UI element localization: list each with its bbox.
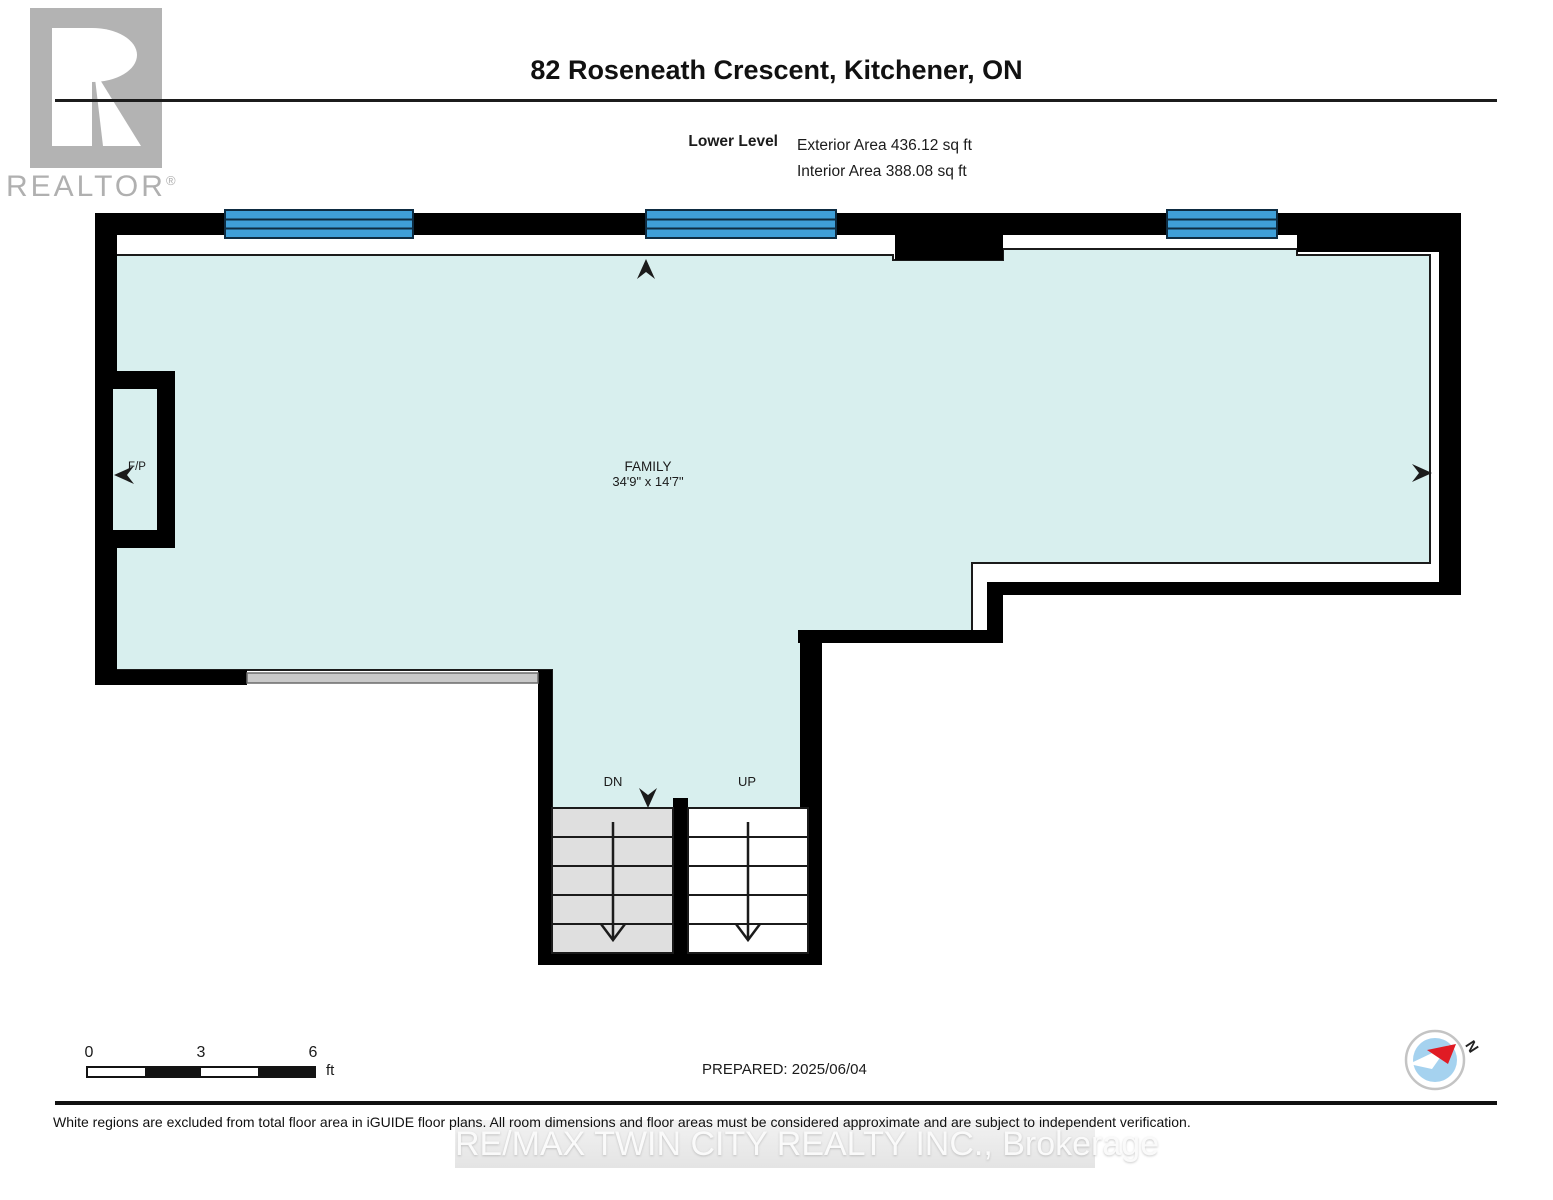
realtor-wordmark	[6, 170, 176, 204]
exterior-area: Exterior Area 436.12 sq ft	[797, 137, 972, 154]
scale-segment	[258, 1068, 315, 1076]
realtor-logo-icon	[30, 8, 162, 168]
room-dimensions: 34'9" x 14'7"	[612, 474, 684, 489]
level-label: Lower Level	[688, 133, 778, 150]
fireplace-label: F/P	[128, 461, 146, 473]
room-label: FAMILY	[624, 459, 672, 474]
scale-unit: ft	[326, 1062, 335, 1079]
stairs-down-label: DN	[603, 774, 623, 789]
wall-right	[1439, 213, 1461, 594]
wall-top-notch	[895, 233, 1003, 260]
wall-stair-divider	[673, 798, 688, 955]
wall-hall-left	[538, 670, 552, 965]
brokerage-watermark: RE/MAX TWIN CITY REALTY INC., Brokerage	[455, 1120, 1095, 1168]
scale-segment	[145, 1068, 202, 1076]
registered-mark: ®	[165, 173, 176, 188]
window-lower	[247, 673, 538, 683]
area-summary	[797, 133, 972, 185]
header-divider	[55, 99, 1497, 102]
page-title: 82 Roseneath Crescent, Kitchener, ON	[530, 55, 1023, 85]
disclaimer-text: White regions are excluded from total floor area in iGUIDE floor plans. All room dimensions and floor areas must be considered approximate and are subject to independent verification.	[53, 1114, 1191, 1130]
compass-north-label: N	[1461, 1037, 1482, 1056]
window-2	[646, 210, 836, 238]
interior-area: Interior Area 388.08 sq ft	[797, 163, 967, 180]
stairs-up-label: UP	[737, 774, 757, 789]
prepared-date: PREPARED: 2025/06/04	[702, 1061, 867, 1078]
realtor-brand: REALTOR	[6, 170, 166, 203]
scale-bar	[86, 1066, 316, 1078]
scale-tick-0: 0	[84, 1044, 94, 1061]
wall-hall-right-lower	[808, 808, 822, 965]
window-1	[225, 210, 413, 238]
wall-bottom-left	[95, 670, 247, 685]
footer-divider	[55, 1101, 1497, 1105]
scale-tick-3: 3	[196, 1044, 206, 1061]
compass-icon	[1406, 1031, 1482, 1089]
scale-segment	[88, 1068, 145, 1076]
window-3	[1167, 210, 1277, 238]
wall-hall-right-upper	[800, 630, 822, 810]
scale-segment	[201, 1068, 258, 1076]
wall-top-right	[1297, 233, 1461, 252]
scale-tick-6: 6	[308, 1044, 318, 1061]
fireplace-interior	[113, 389, 157, 530]
wall-lower-horizontal	[798, 630, 1003, 643]
room-floor	[116, 249, 1430, 808]
wall-bottom-right	[1003, 582, 1461, 595]
